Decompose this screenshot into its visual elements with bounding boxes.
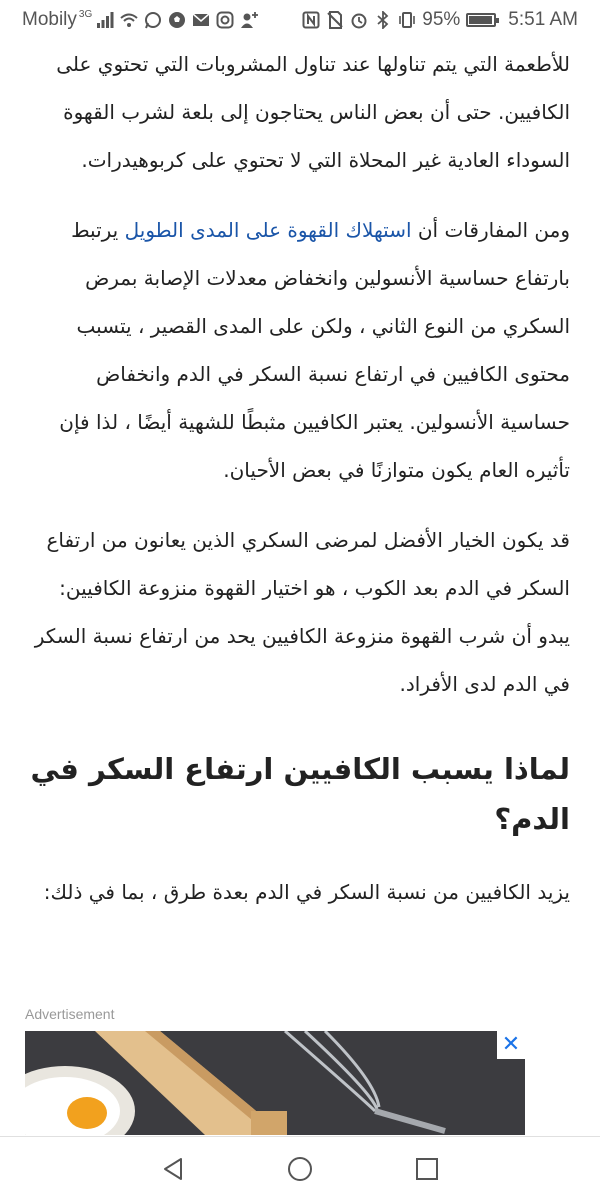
recents-button[interactable] (411, 1153, 443, 1185)
status-bar (0, 0, 600, 40)
advertisement-image (25, 1031, 525, 1135)
paragraph-3: قد يكون الخيار الأفضل لمرضى السكري الذين يعانون من ارتفاع السكر في الدم بعد الكوب ، هو اختيار القهوة منزوعة الكافيين: يبدو أن شرب القهوة منزوعة الكافيين يحد من ارتفاع نسبة السكر في الدم لدى الأفراد. (34, 528, 570, 696)
paragraph-1: للأطعمة التي يتم تناولها عند تناول المشروبات التي تحتوي على الكافيين. حتى أن بعض الناس يحتاجون إلى بلعة لشرب القهوة السوداء العادية غير المحلاة التي لا تحتوي على كربوهيدرات. (56, 52, 570, 172)
home-button[interactable] (284, 1153, 316, 1185)
paragraph-2-start: ومن المفارقات أن (411, 218, 570, 242)
navigation-bar (0, 1136, 600, 1200)
nfc-icon (302, 11, 320, 29)
whatsapp-icon (144, 11, 162, 29)
carrier-name: Mobily (22, 9, 77, 30)
instagram-icon (216, 11, 234, 29)
advertisement-banner[interactable] (25, 1031, 525, 1135)
wifi-icon (120, 11, 138, 29)
mail-icon (192, 11, 210, 29)
clock: 5:51 AM (508, 9, 578, 30)
signal-icon (96, 11, 114, 29)
battery-level (469, 16, 492, 24)
battery-icon (466, 13, 496, 27)
home-icon (286, 1155, 314, 1183)
soccer-icon (168, 11, 186, 29)
paragraph-2 (22, 206, 570, 494)
paragraph-4: يزيد الكافيين من نسبة السكر في الدم بعدة طرق ، بما في ذلك: (43, 880, 570, 904)
network-type: 3G (78, 8, 93, 20)
battery-percent: 95% (422, 9, 461, 30)
back-icon (159, 1155, 187, 1183)
article-body (22, 40, 570, 916)
recents-icon (413, 1155, 441, 1183)
status-bar-right (302, 9, 578, 31)
add-person-icon (240, 11, 258, 29)
ad-close-button[interactable]: ✕ (497, 1031, 525, 1059)
status-bar-left (22, 9, 258, 31)
vibrate-icon (398, 11, 416, 29)
no-sim-icon (326, 11, 344, 29)
paragraph-2-end: يرتبط بارتفاع حساسية الأنسولين وانخفاض معدلات الإصابة بمرض السكري من النوع الثاني ، ولكن على المدى القصير ، يتسبب محتوى الكافيين في ارتفاع نسبة السكر في الدم وانخفاض حساسية الأنسولين. يعتبر الكافيين مثبطًا للشهية أيضًا ، لذا فإن تأثيره العام يكون متوازنًا في بعض الأحيان. (59, 218, 570, 482)
long-term-coffee-link[interactable]: استهلاك القهوة على المدى الطويل (124, 218, 412, 242)
alarm-icon (350, 11, 368, 29)
bluetooth-icon (374, 11, 392, 29)
back-button[interactable] (157, 1153, 189, 1185)
section-heading: لماذا يسبب الكافيين ارتفاع السكر في الدم؟ (30, 752, 570, 836)
advertisement-label: Advertisement (25, 1006, 115, 1022)
